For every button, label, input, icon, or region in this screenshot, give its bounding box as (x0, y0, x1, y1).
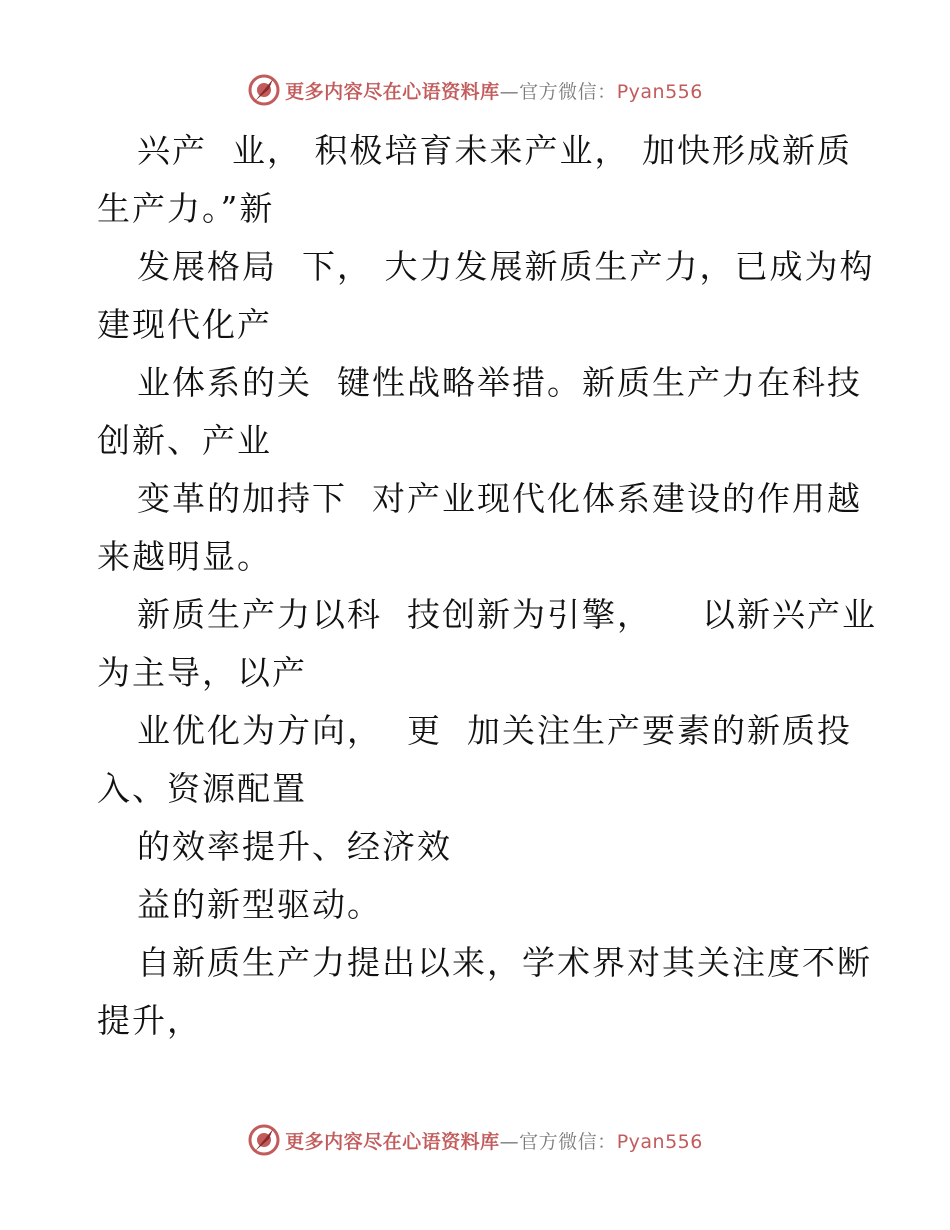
document-body (97, 122, 877, 1050)
banner-lead: 更多内容尽在心语资料库 (285, 1130, 500, 1153)
banner-dash: — (499, 1130, 520, 1153)
text-line: 兴产 业， 积极培育未来产业， 加快形成新质 (137, 131, 852, 170)
text-line: 的效率提升、经济效 (137, 827, 452, 866)
banner-text (285, 1127, 703, 1154)
text-line: 建现代化产 (97, 305, 272, 344)
text-line: 业体系的关 键性战略举措。新质生产力在科技 (137, 363, 862, 402)
quill-logo-icon (247, 73, 281, 107)
banner-text (285, 77, 703, 104)
text-line: 为主导，以产 (97, 653, 307, 692)
text-line: 生产力。”新 (97, 189, 275, 228)
footer-banner (0, 1120, 950, 1160)
text-line: 新质生产力以科 技创新为引擎， 以新兴产业 (137, 595, 877, 634)
banner-dash: — (499, 80, 520, 103)
text-line: 变革的加持下 对产业现代化体系建设的作用越 (137, 479, 862, 518)
text-line: 发展格局 下， 大力发展新质生产力，已成为构 (137, 247, 875, 286)
text-line: 入、资源配置 (97, 769, 307, 808)
banner-tail: 官方微信： (519, 80, 617, 103)
header-banner (0, 70, 950, 110)
text-line: 来越明显。 (97, 537, 272, 576)
banner-wechat-id: Pyan556 (616, 1130, 703, 1153)
banner-tail: 官方微信： (519, 1130, 617, 1153)
text-line: 自新质生产力提出以来，学术界对其关注度不断 (137, 943, 872, 982)
quill-logo-icon (247, 1123, 281, 1157)
text-line: 业优化为方向， 更 加关注生产要素的新质投 (137, 711, 852, 750)
banner-lead: 更多内容尽在心语资料库 (285, 80, 500, 103)
text-line: 提升， (97, 1001, 202, 1040)
text-line: 创新、产业 (97, 421, 272, 460)
banner-wechat-id: Pyan556 (616, 80, 703, 103)
text-line: 益的新型驱动。 (137, 885, 382, 924)
